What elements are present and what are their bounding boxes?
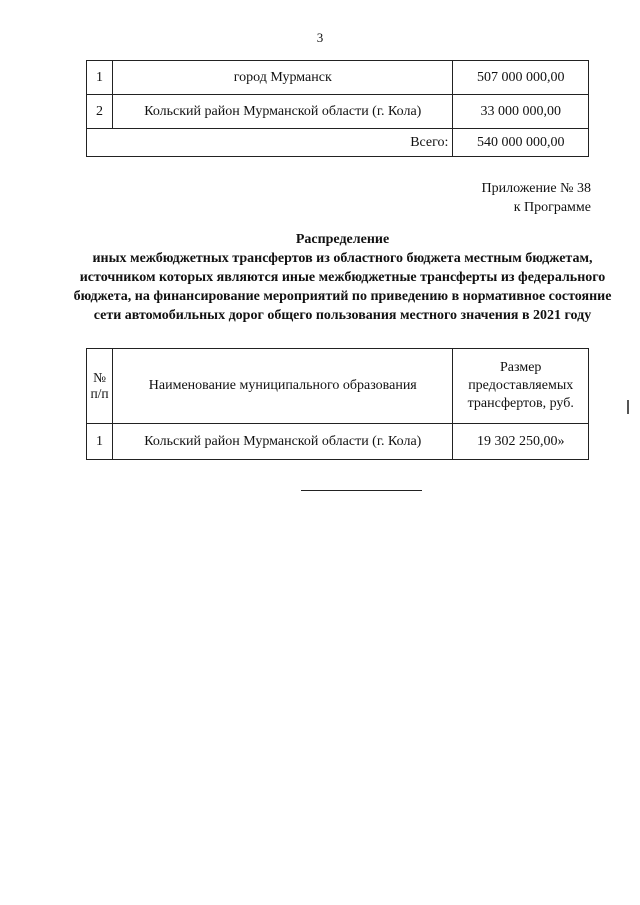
table-row bbox=[87, 61, 589, 95]
row-number: 2 bbox=[87, 95, 113, 129]
row-number: 1 bbox=[87, 61, 113, 95]
title-body: иных межбюджетных трансфертов из областного бюджета местным бюджетам, источником которых являются иные межбюджетные трансферты из федерального бюджета, на финансирование мероприятий по приведению в нормативное состояние сети автомобильных дорог общего пользования местного значения в 2021 году bbox=[73, 251, 612, 323]
page-number: 3 bbox=[316, 30, 324, 45]
title-heading: Распределение bbox=[295, 232, 390, 247]
distribution-table bbox=[86, 348, 589, 460]
table-row bbox=[87, 424, 589, 460]
municipality-name: Кольский район Мурманской области (г. Кола) bbox=[113, 424, 453, 460]
header-number: № п/п bbox=[87, 349, 113, 424]
appendix-program: к Программе bbox=[513, 200, 591, 215]
municipality-name: город Мурманск bbox=[113, 61, 453, 95]
appendix-number: Приложение № 38 bbox=[481, 181, 591, 196]
total-row bbox=[87, 129, 589, 157]
table-header-row bbox=[87, 349, 589, 424]
transfer-amount: 33 000 000,00 bbox=[453, 95, 589, 129]
document-title bbox=[60, 230, 625, 325]
municipality-name: Кольский район Мурманской области (г. Кола) bbox=[113, 95, 453, 129]
separator-line bbox=[301, 490, 422, 491]
total-amount: 540 000 000,00 bbox=[453, 129, 589, 157]
distribution-table-continued bbox=[86, 60, 589, 157]
total-label: Всего: bbox=[87, 129, 453, 157]
header-municipality: Наименование муниципального образования bbox=[113, 349, 453, 424]
transfer-amount: 19 302 250,00» bbox=[453, 424, 589, 460]
scan-artifact bbox=[627, 400, 629, 414]
transfer-amount: 507 000 000,00 bbox=[453, 61, 589, 95]
header-amount: Размер предоставляемых трансфертов, руб. bbox=[453, 349, 589, 424]
table-row bbox=[87, 95, 589, 129]
row-number: 1 bbox=[87, 424, 113, 460]
appendix-reference bbox=[482, 179, 592, 217]
